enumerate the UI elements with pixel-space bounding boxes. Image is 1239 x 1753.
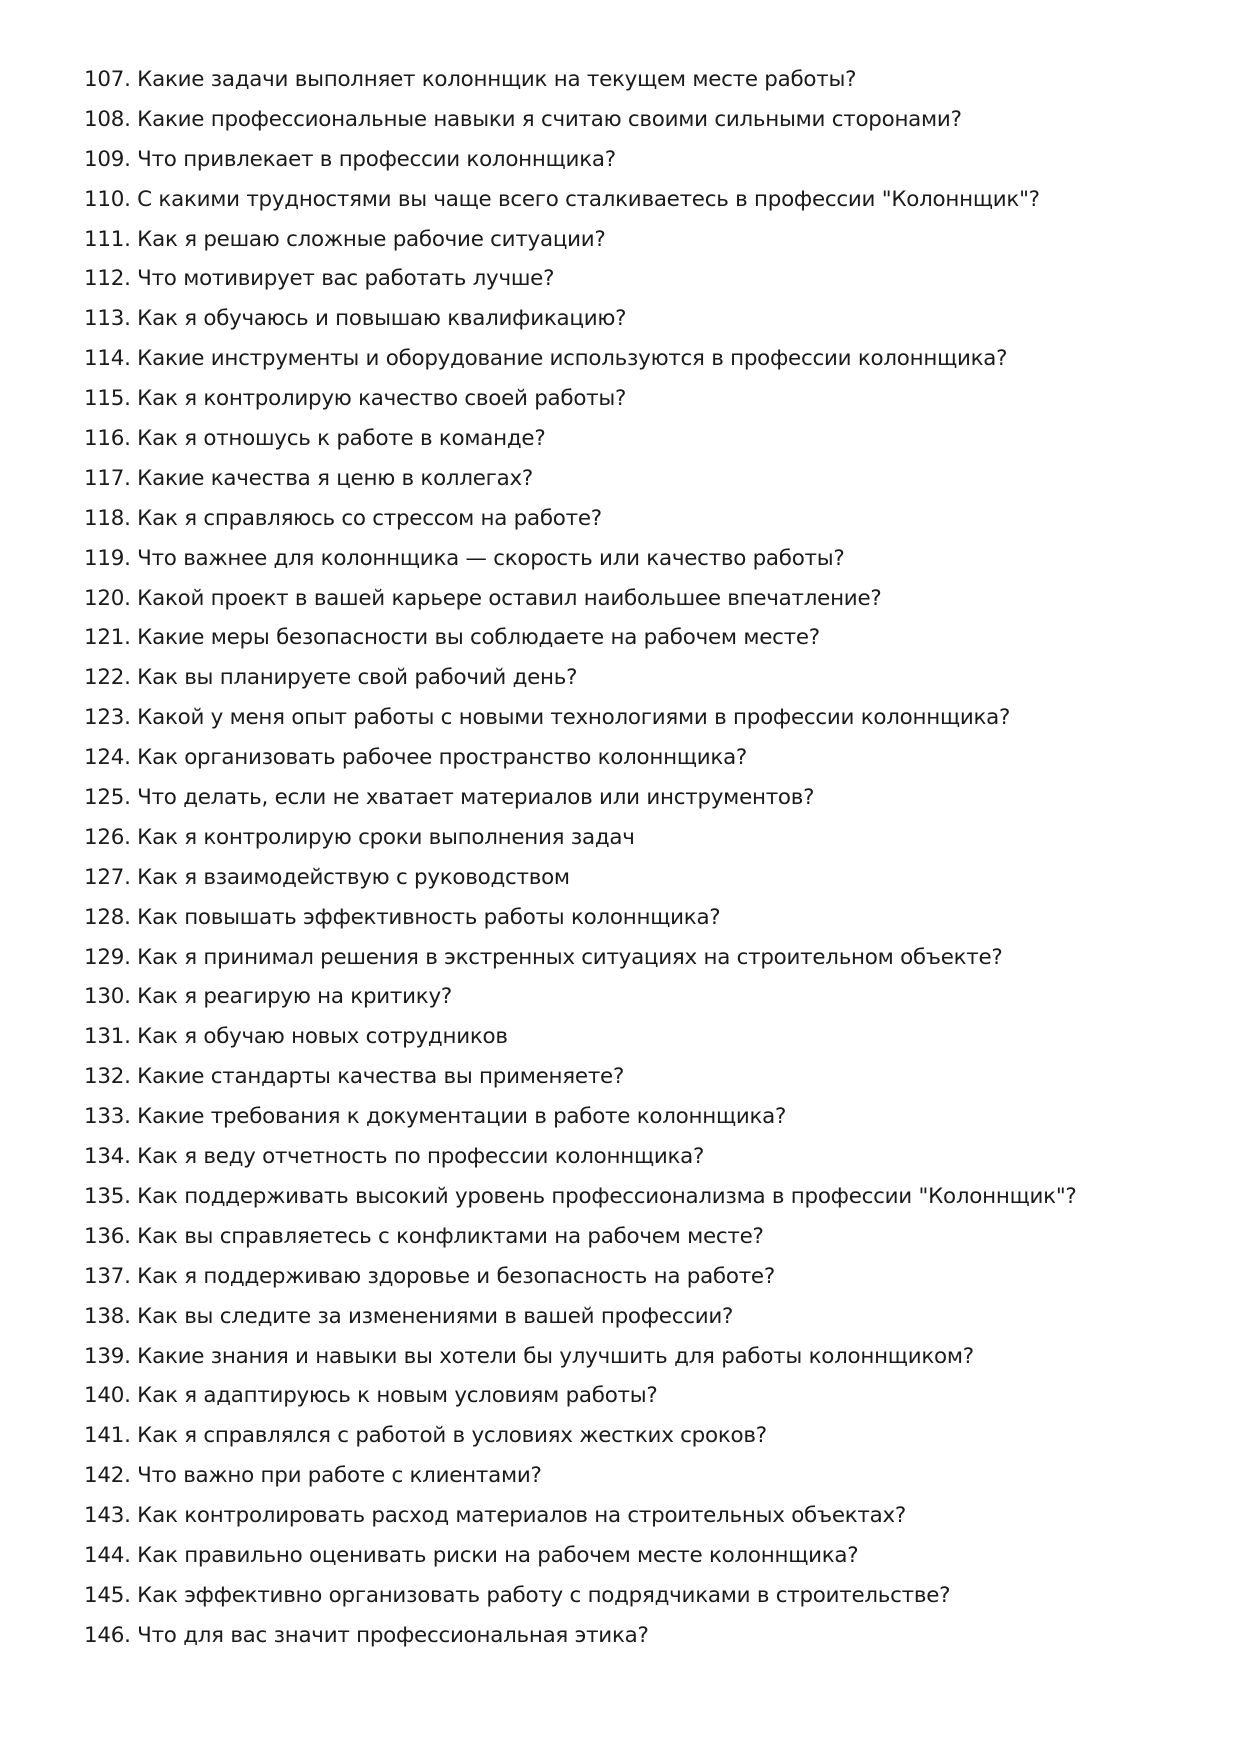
question-item: 143. Как контролировать расход материалов на строительных объектах? [84, 1503, 906, 1529]
question-list [84, 60, 1204, 1656]
question-item: 128. Как повышать эффективность работы колоннщика? [84, 904, 721, 930]
question-item: 140. Как я адаптируюсь к новым условиям работы? [84, 1383, 658, 1409]
question-item: 110. С какими трудностями вы чаще всего сталкиваетесь в профессии "Колоннщик"? [84, 186, 1040, 212]
question-item: 136. Как вы справляетесь с конфликтами на рабочем месте? [84, 1223, 764, 1249]
question-item: 121. Какие меры безопасности вы соблюдаете на рабочем месте? [84, 625, 820, 651]
question-item: 127. Как я взаимодействую с руководством [84, 864, 570, 890]
question-item: 122. Как вы планируете свой рабочий день? [84, 665, 578, 691]
question-item: 120. Какой проект в вашей карьере оставил наибольшее впечатление? [84, 585, 882, 611]
question-item: 146. Что для вас значит профессиональная этика? [84, 1622, 649, 1648]
question-item: 137. Как я поддерживаю здоровье и безопасность на работе? [84, 1263, 775, 1289]
question-item: 144. Как правильно оценивать риски на рабочем месте колоннщика? [84, 1542, 859, 1568]
question-item: 116. Как я отношусь к работе в команде? [84, 426, 546, 452]
question-item: 138. Как вы следите за изменениями в вашей профессии? [84, 1303, 734, 1329]
question-item: 142. Что важно при работе с клиентами? [84, 1463, 542, 1489]
question-item: 145. Как эффективно организовать работу с подрядчиками в строительстве? [84, 1582, 951, 1608]
question-item: 119. Что важнее для колоннщика — скорость или качество работы? [84, 545, 845, 571]
question-item: 118. Как я справляюсь со стрессом на работе? [84, 505, 602, 531]
question-item: 113. Как я обучаюсь и повышаю квалификацию? [84, 306, 627, 332]
question-item: 117. Какие качества я ценю в коллегах? [84, 465, 534, 491]
question-item: 109. Что привлекает в профессии колоннщика? [84, 146, 616, 172]
question-item: 123. Какой у меня опыт работы с новыми технологиями в профессии колоннщика? [84, 705, 1011, 731]
question-item: 126. Как я контролирую сроки выполнения задач [84, 824, 635, 850]
question-item: 134. Как я веду отчетность по профессии колоннщика? [84, 1144, 705, 1170]
question-item: 130. Как я реагирую на критику? [84, 984, 452, 1010]
question-item: 133. Какие требования к документации в работе колоннщика? [84, 1104, 787, 1130]
question-item: 107. Какие задачи выполняет колоннщик на текущем месте работы? [84, 67, 857, 92]
question-item: 115. Как я контролирую качество своей работы? [84, 386, 627, 412]
question-item: 112. Что мотивирует вас работать лучше? [84, 266, 555, 292]
question-item: 131. Как я обучаю новых сотрудников [84, 1024, 508, 1050]
question-item: 129. Как я принимал решения в экстренных ситуациях на строительном объекте? [84, 944, 1003, 970]
question-item: 111. Как я решаю сложные рабочие ситуации? [84, 226, 606, 252]
question-item: 125. Что делать, если не хватает материалов или инструментов? [84, 785, 815, 811]
question-item: 132. Какие стандарты качества вы применяете? [84, 1064, 625, 1090]
question-item: 141. Как я справлялся с работой в условиях жестких сроков? [84, 1423, 767, 1449]
question-item: 114. Какие инструменты и оборудование используются в профессии колоннщика? [84, 346, 1008, 372]
question-item: 108. Какие профессиональные навыки я считаю своими сильными сторонами? [84, 106, 962, 132]
question-item: 135. Как поддерживать высокий уровень профессионализма в профессии "Колоннщик"? [84, 1183, 1077, 1209]
question-item: 139. Какие знания и навыки вы хотели бы улучшить для работы колоннщиком? [84, 1343, 974, 1369]
question-item: 124. Как организовать рабочее пространство колоннщика? [84, 745, 748, 771]
